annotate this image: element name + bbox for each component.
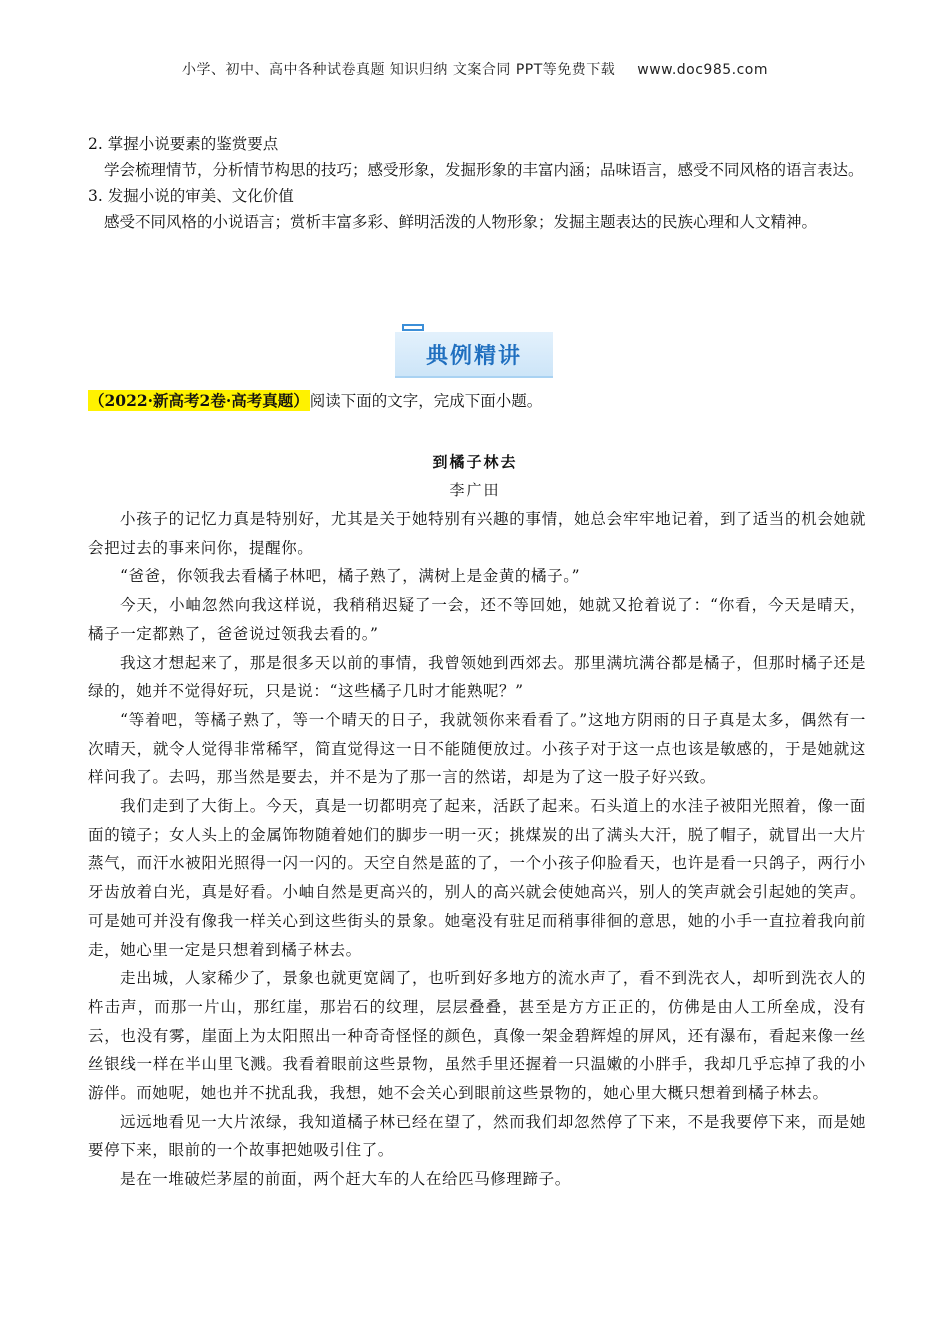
story-paragraph: 远远地看见一大片浓绿，我知道橘子林已经在望了，然而我们却忽然停了下来，不是我要停下来，而是她要停下来，眼前的一个故事把她吸引住了。: [88, 1112, 866, 1160]
story-paragraph: 今天，小岫忽然向我这样说，我稍稍迟疑了一会，还不等回她，她就又抢着说了：“你看，今天是晴天，橘子一定都熟了，爸爸说过领我去看的。”: [88, 596, 866, 643]
story-paragraph: 走出城，人家稀少了，景象也就更宽阔了，也听到好多地方的流水声了，看不到洗衣人，却听到洗衣人的杵击声，而那一片山，那红崖，那岩石的纹理，层层叠叠，甚至是方方正正的，仿佛是由人工所垒成，没有云，也没有雾，崖面上为太阳照出一种奇奇怪怪的颜色，真像一架金碧辉煌的屏风，还有瀑布，看起来像一丝丝银线一样在半山里飞溅。我看着眼前这些景物，虽然手里还握着一只温嫩的小胖手，我却几乎忘掉了我的小游伴。而她呢，她也并不扰乱我，我想，她不会关心到眼前这些景物的，她心里大概只想着到橘子林去。: [88, 969, 866, 1103]
header-site-link[interactable]: www.doc985.com: [637, 62, 769, 78]
page-header: [0, 59, 950, 79]
question-source-line: [88, 388, 542, 414]
section-banner: [0, 324, 950, 380]
exam-source-tag: （2022·新高考2卷·高考真题）: [89, 391, 309, 410]
story-paragraph: 我们走到了大街上。今天，真是一切都明亮了起来，活跃了起来。石头道上的水洼子被阳光照着，像一面面的镜子；女人头上的金属饰物随着她们的脚步一明一灭；挑煤炭的出了满头大汗，脱了帽子，就冒出一大片蒸气，而汗水被阳光照得一闪一闪的。天空自然是蓝的了，一个小孩子仰脸看天，也许是看一只鸽子，两行小牙齿放着白光，真是好看。小岫自然是更高兴的，别人的高兴就会使她高兴，别人的笑声就会引起她的笑声。可是她可并没有像我一样关心到这些街头的景象。她毫没有驻足而稍事徘徊的意思，她的小手一直拉着我向前走，她心里一定是只想着到橘子林去。: [88, 797, 866, 959]
story-paragraph: “爸爸，你领我去看橘子林吧，橘子熟了，满树上是金黄的橘子。”: [120, 567, 581, 586]
story-author: 李广田: [449, 481, 501, 499]
banner-tab-decoration: [402, 324, 424, 331]
question-instruction: 阅读下面的文字，完成下面小题。: [309, 392, 543, 410]
objective-body-2: 学会梳理情节，分析情节构思的技巧；感受形象，发掘形象的丰富内涵；品味语言，感受不同风格的语言表达。: [104, 161, 864, 179]
objective-heading-3: 3. 发掘小说的审美、文化价值: [88, 187, 294, 205]
story-title: 到橘子林去: [432, 453, 518, 471]
story-paragraph: 小孩子的记忆力真是特别好，尤其是关于她特别有兴趣的事情，她总会牢牢地记着，到了适当的机会她就会把过去的事来问你，提醒你。: [88, 510, 866, 557]
story-paragraph: 我这才想起来了，那是很多天以前的事情，我曾领她到西郊去。那里满坑满谷都是橘子，但那时橘子还是绿的，她并不觉得好玩，只是说：“这些橘子几时才能熟呢？”: [88, 653, 866, 701]
objective-body-3: 感受不同风格的小说语言；赏析丰富多彩、鲜明活泼的人物形象；发掘主题表达的民族心理和人文精神。: [104, 213, 818, 231]
story-body: [88, 505, 866, 1194]
banner-label: 典例精讲: [395, 332, 553, 378]
story-paragraph: “等着吧，等橘子熟了，等一个晴天的日子，我就领你来看看了。”这地方阴雨的日子真是太多，偶然有一次晴天，就令人觉得非常稀罕，简直觉得这一日不能随便放过。小孩子对于这一点也该是敏感的，于是她就这样问我了。去吗，那当然是要去，并不是为了那一言的然诺，却是为了这一股子好兴致。: [88, 710, 866, 787]
objectives-section: [88, 131, 868, 235]
header-text: 小学、初中、高中各种试卷真题 知识归纳 文案合同 PPT等免费下载: [181, 62, 616, 78]
objective-heading-2: 2. 掌握小说要素的鉴赏要点: [88, 135, 279, 153]
story-paragraph: 是在一堆破烂茅屋的前面，两个赶大车的人在给匹马修理蹄子。: [120, 1170, 571, 1189]
